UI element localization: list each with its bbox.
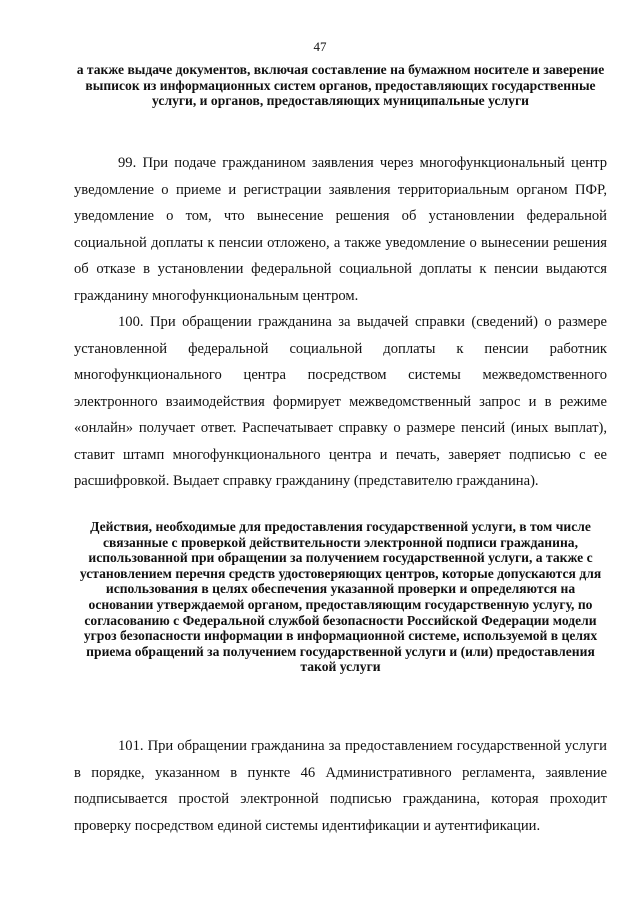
paragraph-100 (74, 309, 607, 495)
paragraph-101 (74, 733, 607, 839)
paragraph-text: 99. При подаче гражданином заявления через многофункциональный центр уведомление о приеме и регистрации заявления территориальным органом ПФР, уведомление о том, что вынесение решения об установлении федеральной социальной доплаты к пенсии отложено, а также уведомление о вынесении решения об отказе в установлении федеральной социальной доплаты к пенсии выдаются гражданину многофункциональным центром. (74, 155, 607, 304)
paragraph-text: 100. При обращении гражданина за выдачей справки (сведений) о размере установленной федеральной социальной доплаты к пенсии работник многофункционального центра посредством системы межведомственного электронного взаимодействия формирует межведомственный запрос и в режиме «онлайн» получает ответ. Распечатывает справку о размере пенсий (иных выплат), ставит штамп многофункционального центра и печать, заверяет подписью с ее расшифровкой. Выдает справку гражданину (представителю гражданина). (74, 314, 607, 489)
section-heading-actions (74, 519, 607, 675)
heading-text: а также выдаче документов, включая составление на бумажном носителе и заверение выписок из информационных систем органов, предоставляющих государственные услуги, и органов, предоставляющих муниципальные услуги (76, 62, 605, 109)
page-number: 47 (313, 39, 327, 54)
section-heading-continued (74, 62, 607, 109)
paragraph-text: 101. При обращении гражданина за предоставлением государственной услуги в порядке, указанном в пункте 46 Административного регламента, заявление подписывается простой электронной подписью гражданина, которая проходит проверку посредством единой системы идентификации и аутентификации. (74, 738, 607, 834)
heading-text: Действия, необходимые для предоставления государственной услуги, в том числе связанные с проверкой действительности электронной подписи гражданина, использованной при обращении за получением государственной услуги, а также с установлением перечня средств удостоверяющих центров, которые допускаются для использования в целях обеспечения указанной проверки и определяются на основании утверждаемой органом, предоставляющим государственную услугу, по согласованию с Федеральной службой безопасности Российской Федерации модели угроз безопасности информации в информационной системе, используемой в целях приема обращений за получением государственной услуги и (или) предоставления такой услуги (79, 519, 602, 675)
paragraph-99 (74, 150, 607, 309)
